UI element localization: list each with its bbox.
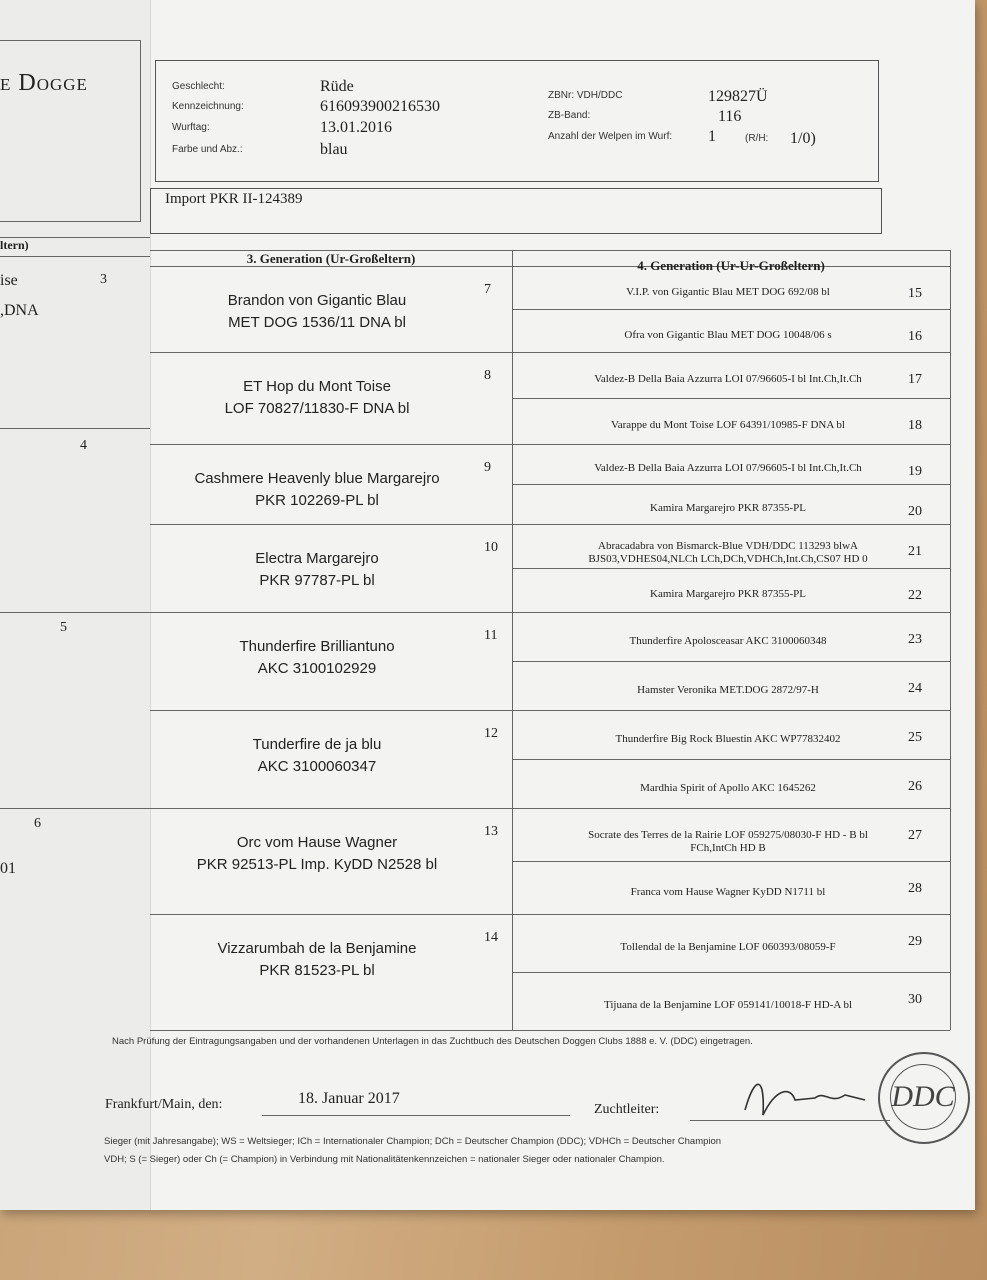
volume-value: 116 <box>718 108 742 125</box>
gen3-header: 3. Generation (Ur-Großeltern) <box>246 251 416 266</box>
id-value: 616093900216530 <box>320 98 440 115</box>
gen4-ancestor: Valdez-B Della Baia Azzurra LOI 07/96605-I bl Int.Ch,It.Ch <box>594 373 862 385</box>
ancestor-number: 27 <box>908 828 922 843</box>
gen3-ancestor-info: PKR 92513-PL Imp. KyDD N2528 bl <box>196 856 438 873</box>
ancestor-number: 6 <box>34 816 41 831</box>
sex-value: Rüde <box>320 78 354 95</box>
gen3-ancestor-name: Vizzarumbah de la Benjamine <box>217 940 417 957</box>
gen4-ancestor: Abracadabra von Bismarck-Blue VDH/DDC 113293 blwA <box>598 540 858 552</box>
volume-label: ZB-Band: <box>548 110 591 121</box>
ancestor-number: 28 <box>908 881 922 896</box>
legend-line-2: VDH; S (= Sieger) oder Ch (= Champion) in Verbindung mit Nationalitätenkennzeichen = nationaler Sieger oder nationaler Champion. <box>104 1154 665 1165</box>
male-female-label: (R/H: <box>745 133 769 144</box>
gen3-ancestor-name: Thunderfire Brilliantuno <box>239 638 395 655</box>
gen3-ancestor-name: Cashmere Heavenly blue Margarejro <box>194 470 440 487</box>
ancestor-number: 26 <box>908 779 922 794</box>
studbook-value: 129827Ü <box>708 88 768 105</box>
gen4-ancestor: Tijuana de la Benjamine LOF 059141/10018-F HD-A bl <box>604 999 852 1011</box>
ancestor-number: 11 <box>484 628 498 643</box>
ancestor-number: 8 <box>484 368 491 383</box>
ancestor-number: 17 <box>908 372 922 387</box>
ancestor-fragment: 01 <box>0 860 16 877</box>
ancestor-number: 12 <box>484 726 498 741</box>
gen3-ancestor-info: MET DOG 1536/11 DNA bl <box>228 314 406 331</box>
gen4-ancestor: Tollendal de la Benjamine LOF 060393/08059-F <box>620 941 836 953</box>
ancestor-number: 9 <box>484 460 491 475</box>
breed-warden-label: Zuchtleiter: <box>594 1102 660 1117</box>
gen3-ancestor-info: PKR 102269-PL bl <box>255 492 379 509</box>
id-label: Kennzeichnung: <box>172 101 244 112</box>
place-date-label: Frankfurt/Main, den: <box>105 1097 223 1112</box>
color-value: blau <box>320 141 348 158</box>
gen3-ancestor-info: PKR 81523-PL bl <box>259 962 375 979</box>
gen4-ancestor: V.I.P. von Gigantic Blau MET DOG 692/08 bl <box>626 285 830 298</box>
gen4-header: 4. Generation (Ur-Ur-Großeltern) <box>637 258 825 273</box>
ancestor-number: 14 <box>484 930 498 945</box>
ancestor-number: 20 <box>908 504 922 519</box>
gen3-ancestor-name: Tunderfire de ja blu <box>252 736 382 753</box>
gen3-ancestor-name: Electra Margarejro <box>255 550 379 567</box>
ancestor-number: 7 <box>484 282 491 297</box>
ancestor-number: 18 <box>908 418 922 433</box>
gen3-ancestor-info: AKC 3100102929 <box>257 660 377 677</box>
import-note: Import PKR II-124389 <box>165 191 303 207</box>
gen3-ancestor-info: AKC 3100060347 <box>257 758 377 775</box>
gen3-ancestor-name: Orc vom Hause Wagner <box>236 834 398 851</box>
gen4-ancestor: Kamira Margarejro PKR 87355-PL <box>650 502 806 514</box>
logo-box <box>0 40 141 222</box>
gen4-ancestor: Ofra von Gigantic Blau MET DOG 10048/06 s <box>624 328 832 341</box>
ancestor-number: 24 <box>908 681 922 696</box>
gen3-ancestor-info: LOF 70827/11830-F DNA bl <box>224 400 410 417</box>
ancestor-number: 4 <box>80 438 87 453</box>
ancestor-number: 22 <box>908 588 922 603</box>
gen3-ancestor-name: Brandon von Gigantic Blau <box>227 292 407 309</box>
parents-header-fragment: ltern) <box>0 238 29 252</box>
ancestor-number: 30 <box>908 992 922 1007</box>
gen4-ancestor: Franca vom Hause Wagner KyDD N1711 bl <box>630 885 826 898</box>
ancestor-number: 15 <box>908 286 922 301</box>
gen4-ancestor-titles: FCh,IntCh HD B <box>690 841 766 854</box>
gen4-ancestor: Valdez-B Della Baia Azzurra LOI 07/96605-I bl Int.Ch,It.Ch <box>594 462 862 474</box>
club-logo-fragment: e Dogge <box>0 70 88 96</box>
gen3-ancestor-name: ET Hop du Mont Toise <box>243 378 391 395</box>
ancestor-number: 5 <box>60 620 67 635</box>
certification-text: Nach Prüfung der Eintragungsangaben und der vorhandenen Unterlagen in das Zuchtbuch des Deutschen Doggen Clubs 1888 e. V. (DDC) eingetragen. <box>112 1036 753 1047</box>
gen4-ancestor-titles: BJS03,VDHES04,NLCh LCh,DCh,VDHCh,Int.Ch,CS07 HD 0 <box>588 553 868 565</box>
gen3-ancestor-info: PKR 97787-PL bl <box>259 572 375 589</box>
ancestor-number: 13 <box>484 824 498 839</box>
ancestor-fragment: ise <box>0 272 18 289</box>
studbook-label: ZBNr: VDH/DDC <box>548 90 623 101</box>
ancestor-number: 23 <box>908 632 922 647</box>
ancestor-number: 19 <box>908 464 922 479</box>
gen4-ancestor: Varappe du Mont Toise LOF 64391/10985-F DNA bl <box>611 419 845 431</box>
legend-line-1: Sieger (mit Jahresangabe); WS = Weltsieger; ICh = Internationaler Champion; DCh = Deutscher Champion (DDC); VDHCh = Deutscher Champion <box>104 1136 722 1147</box>
club-stamp <box>878 1052 970 1144</box>
stamp-logo: DDC <box>890 1064 956 1130</box>
gen4-ancestor: Thunderfire Big Rock Bluestin AKC WP77832402 <box>615 732 841 745</box>
birthdate-label: Wurftag: <box>172 122 210 133</box>
color-label: Farbe und Abz.: <box>172 144 243 155</box>
birthdate-value: 13.01.2016 <box>320 119 392 136</box>
ancestor-number: 3 <box>100 272 107 287</box>
gen4-ancestor: Thunderfire Apolosceasar AKC 3100060348 <box>629 634 827 647</box>
gen4-ancestor: Socrate des Terres de la Rairie LOF 059275/08030-F HD - B bl <box>588 828 868 841</box>
gen4-ancestor: Kamira Margarejro PKR 87355-PL <box>650 588 806 600</box>
gen4-ancestor: Hamster Veronika MET.DOG 2872/97-H <box>637 683 819 696</box>
litter-size-value: 1 <box>708 128 716 145</box>
sex-label: Geschlecht: <box>172 81 225 92</box>
signature <box>735 1070 885 1125</box>
ancestor-number: 29 <box>908 934 922 949</box>
ancestor-fragment: ,DNA <box>0 302 39 319</box>
male-female-value: 1/0) <box>790 130 816 147</box>
ancestor-number: 10 <box>484 540 498 555</box>
gen4-ancestor: Mardhia Spirit of Apollo AKC 1645262 <box>640 781 816 794</box>
issue-date: 18. Januar 2017 <box>298 1090 400 1107</box>
ancestor-number: 21 <box>908 544 922 559</box>
ancestor-number: 25 <box>908 730 922 745</box>
dog-info-box <box>155 60 879 182</box>
litter-size-label: Anzahl der Welpen im Wurf: <box>548 131 673 142</box>
ancestor-number: 16 <box>908 329 922 344</box>
